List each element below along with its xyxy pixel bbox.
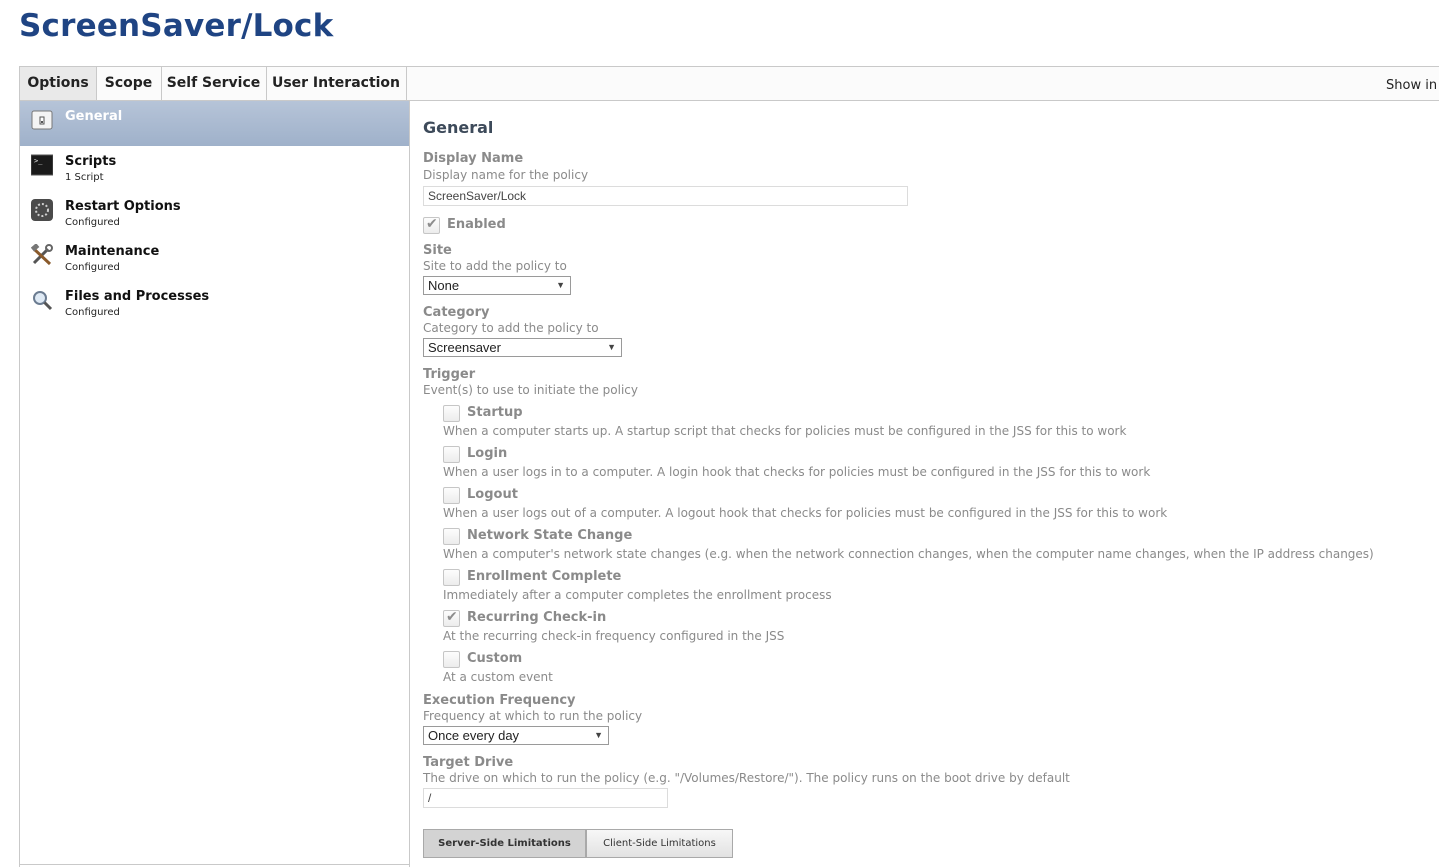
sidebar-item-label: General xyxy=(65,109,123,124)
trigger-login-checkbox[interactable] xyxy=(443,446,460,463)
category-select[interactable] xyxy=(423,338,622,357)
sidebar-item-label: Maintenance xyxy=(65,244,160,259)
site-select-value: None xyxy=(428,278,460,293)
trigger-network-state-change-desc: When a computer's network state changes (e.g. when the network connection changes, when the computer name changes, when the IP address changes) xyxy=(443,547,1374,561)
trigger-logout-desc: When a user logs out of a computer. A logout hook that checks for policies must be configured in the JSS for this to work xyxy=(443,506,1168,520)
display-name-desc: Display name for the policy xyxy=(423,168,589,182)
svg-text:>_: >_ xyxy=(34,157,43,165)
terminal-icon xyxy=(31,154,53,176)
enabled-label: Enabled xyxy=(447,217,506,232)
server-side-limitations-button[interactable]: Server-Side Limitations xyxy=(423,829,586,858)
chevron-down-icon: ▼ xyxy=(556,280,565,290)
execution-frequency-select[interactable] xyxy=(423,726,609,745)
tab-bar xyxy=(19,66,1439,101)
general-icon xyxy=(31,109,53,131)
trigger-enrollment-complete-label: Enrollment Complete xyxy=(467,569,622,584)
section-title: General xyxy=(423,118,494,137)
trigger-desc: Event(s) to use to initiate the policy xyxy=(423,383,638,397)
display-name-label: Display Name xyxy=(423,151,524,166)
trigger-logout-checkbox[interactable] xyxy=(443,487,460,504)
site-label: Site xyxy=(423,243,452,258)
sidebar-item-restart-options[interactable] xyxy=(20,191,409,236)
sidebar-item-label: Files and Processes xyxy=(65,289,210,304)
tab-options[interactable]: Options xyxy=(20,67,97,100)
trigger-network-state-change-label: Network State Change xyxy=(467,528,633,543)
divider xyxy=(19,864,409,865)
sidebar-item-status: 1 Script xyxy=(65,172,104,183)
execution-frequency-desc: Frequency at which to run the policy xyxy=(423,709,643,723)
trigger-label: Trigger xyxy=(423,367,476,382)
execution-frequency-label: Execution Frequency xyxy=(423,693,576,708)
sidebar-item-label: Scripts xyxy=(65,154,117,169)
trigger-enrollment-complete-desc: Immediately after a computer completes the enrollment process xyxy=(443,588,832,602)
trigger-custom-desc: At a custom event xyxy=(443,670,553,684)
sidebar-item-status: Configured xyxy=(65,307,120,318)
execution-frequency-value: Once every day xyxy=(428,728,520,743)
chevron-down-icon: ▼ xyxy=(594,730,603,740)
site-select[interactable] xyxy=(423,276,571,295)
sidebar-item-status: Configured xyxy=(65,217,120,228)
sidebar-item-status: Configured xyxy=(65,262,120,273)
trigger-startup-desc: When a computer starts up. A startup script that checks for policies must be configured in the JSS for this to work xyxy=(443,424,1127,438)
display-name-input[interactable]: ScreenSaver/Lock xyxy=(423,186,908,206)
page-title: ScreenSaver/Lock xyxy=(19,8,334,44)
sidebar-item-general[interactable] xyxy=(20,101,409,146)
sidebar-item-scripts[interactable] xyxy=(20,146,409,191)
sidebar-item-maintenance[interactable] xyxy=(20,236,409,281)
tab-user-interaction[interactable]: User Interaction xyxy=(266,67,407,100)
trigger-login-desc: When a user logs in to a computer. A login hook that checks for policies must be configured in the JSS for this to work xyxy=(443,465,1151,479)
magnifier-icon xyxy=(31,289,53,311)
trigger-custom-label: Custom xyxy=(467,651,523,666)
sidebar-item-label: Restart Options xyxy=(65,199,181,214)
chevron-down-icon: ▼ xyxy=(607,342,616,352)
trigger-network-state-change-checkbox[interactable] xyxy=(443,528,460,545)
trigger-recurring-check-in-label: Recurring Check-in xyxy=(467,610,607,625)
trigger-recurring-check-in-desc: At the recurring check-in frequency configured in the JSS xyxy=(443,629,785,643)
restart-icon xyxy=(31,199,53,221)
client-side-limitations-button[interactable]: Client-Side Limitations xyxy=(586,829,733,858)
trigger-login-label: Login xyxy=(467,446,508,461)
target-drive-desc: The drive on which to run the policy (e.g. "/Volumes/Restore/"). The policy runs on the boot drive by default xyxy=(423,771,1070,785)
trigger-logout-label: Logout xyxy=(467,487,518,502)
category-select-value: Screensaver xyxy=(428,340,501,355)
general-panel xyxy=(409,101,1439,867)
trigger-startup-checkbox[interactable] xyxy=(443,405,460,422)
tools-icon xyxy=(31,244,53,266)
category-desc: Category to add the policy to xyxy=(423,321,599,335)
site-desc: Site to add the policy to xyxy=(423,259,567,273)
target-drive-input[interactable]: / xyxy=(423,788,668,808)
tab-self-service[interactable]: Self Service xyxy=(161,67,267,100)
trigger-custom-checkbox[interactable] xyxy=(443,651,460,668)
trigger-recurring-check-in-checkbox[interactable]: ✔ xyxy=(443,610,460,627)
category-label: Category xyxy=(423,305,490,320)
show-in-link[interactable]: Show in xyxy=(1386,78,1438,93)
target-drive-label: Target Drive xyxy=(423,755,514,770)
sidebar-item-files-and-processes[interactable] xyxy=(20,281,409,326)
enabled-checkbox[interactable]: ✔ xyxy=(423,217,440,234)
tab-scope[interactable]: Scope xyxy=(96,67,162,100)
trigger-startup-label: Startup xyxy=(467,405,523,420)
sidebar xyxy=(19,101,410,867)
trigger-enrollment-complete-checkbox[interactable] xyxy=(443,569,460,586)
